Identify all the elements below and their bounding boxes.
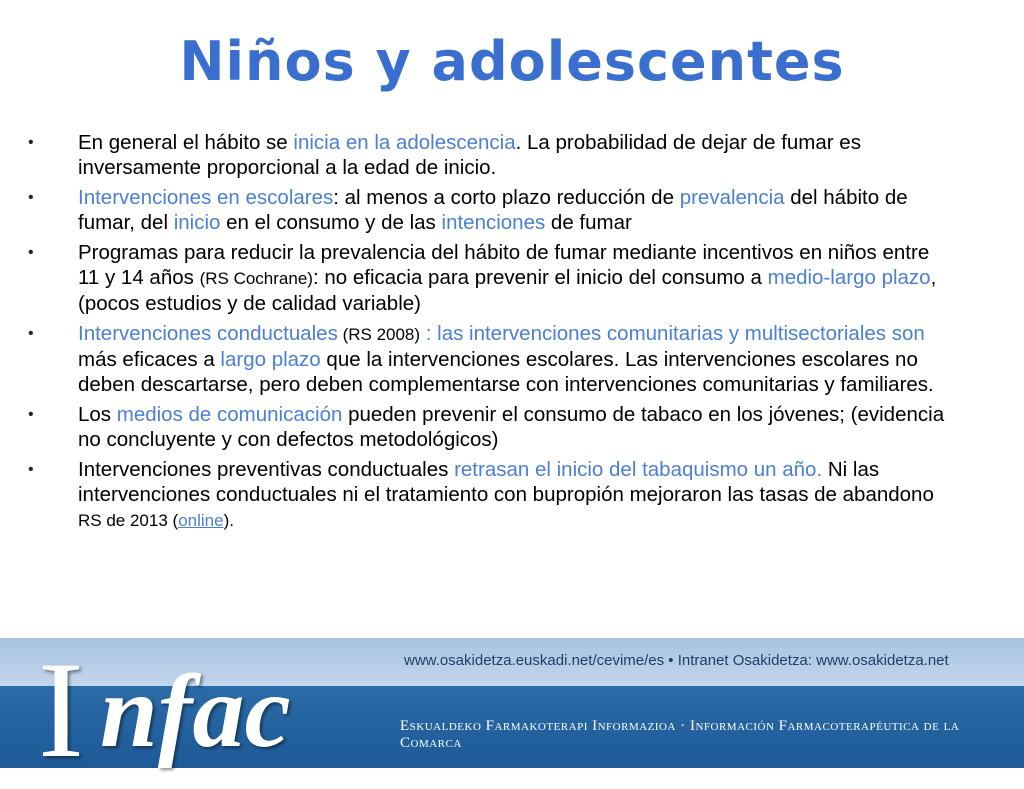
bullet-item bbox=[28, 457, 948, 533]
bullet-text: , (pocos estudios y de calidad variable) bbox=[78, 266, 937, 315]
bullet-marker: • bbox=[28, 134, 34, 151]
bullet-text: : al menos a corto plazo reducción de bbox=[333, 186, 680, 209]
bullet-text: en el consumo y de las bbox=[220, 211, 442, 234]
bullet-text: . La probabilidad de dejar de fumar es inversamente proporcional a la edad de inicio. bbox=[78, 131, 861, 179]
source-reference: (RS 2008) bbox=[337, 325, 421, 344]
highlight-text: medio-largo plazo bbox=[767, 266, 931, 289]
bullet-marker: • bbox=[28, 189, 34, 206]
bullet-text: del hábito de fumar, del bbox=[78, 186, 908, 234]
bullet-marker: • bbox=[28, 461, 34, 478]
bullet-text: En general el hábito se bbox=[78, 131, 294, 154]
bullet-marker: • bbox=[28, 244, 34, 261]
logo-rest: nfac bbox=[100, 654, 291, 769]
bullet-marker: • bbox=[28, 325, 34, 342]
online-link[interactable]: online bbox=[178, 511, 224, 530]
bullet-text: : no eficacia para prevenir el inicio del consumo a bbox=[312, 266, 768, 289]
highlight-text: Intervenciones en escolares bbox=[78, 186, 334, 209]
bullet-text: de fumar bbox=[545, 211, 632, 234]
bullet-item bbox=[28, 185, 948, 235]
bullet-text: que la intervenciones escolares. Las intervenciones escolares no deben descartarse, pero deben complementarse con intervenciones comunitarias y familiares. bbox=[78, 348, 934, 396]
bullet-item bbox=[28, 402, 948, 452]
highlight-text: inicio bbox=[173, 211, 221, 234]
highlight-text: : las intervenciones comunitarias y multisectoriales son bbox=[420, 322, 925, 345]
bullet-text: Ni las intervenciones conductuales ni el tratamiento con bupropión mejoraron las tasas de abandono bbox=[78, 458, 934, 506]
bullet-item bbox=[28, 130, 948, 180]
bullet-marker: • bbox=[28, 406, 34, 423]
bullet-text: más eficaces a bbox=[78, 348, 221, 371]
infac-logo bbox=[38, 633, 338, 786]
bullet-text: Programas para reducir la prevalencia del hábito de fumar mediante incentivos en niños entre 11 y 14 años bbox=[78, 241, 930, 289]
highlight-text: medios de comunicación bbox=[116, 403, 343, 426]
bullet-list bbox=[28, 130, 948, 538]
highlight-text: retrasan el inicio del tabaquismo un año. bbox=[454, 458, 823, 481]
highlight-text: intenciones bbox=[441, 211, 546, 234]
source-reference: RS de 2013 ( bbox=[78, 511, 179, 530]
bullet-item bbox=[28, 240, 948, 316]
logo-initial: I bbox=[38, 633, 84, 786]
slide-title: Niños y adolescentes bbox=[179, 30, 845, 93]
source-reference: ). bbox=[223, 511, 234, 530]
bullet-text: pueden prevenir el consumo de tabaco en los jóvenes; (evidencia no concluyente y con defectos metodológicos) bbox=[78, 403, 945, 451]
highlight-text: prevalencia bbox=[679, 186, 785, 209]
footer-links: www.osakidetza.euskadi.net/cevime/es • Intranet Osakidetza: www.osakidetza.net bbox=[404, 652, 949, 669]
highlight-text: inicia en la adolescencia bbox=[293, 131, 516, 154]
footer-tagline: Eskualdeko Farmakoterapi Informazioa · Información Farmacoterapéutica de la Comarca bbox=[400, 718, 960, 751]
source-reference: (RS Cochrane) bbox=[199, 269, 313, 288]
highlight-text: Intervenciones conductuales bbox=[78, 322, 338, 345]
highlight-text: largo plazo bbox=[220, 348, 321, 371]
bullet-text: Los bbox=[78, 403, 117, 426]
bullet-text: Intervenciones preventivas conductuales bbox=[78, 458, 455, 481]
bullet-item bbox=[28, 321, 948, 397]
footer-banner bbox=[0, 633, 1024, 786]
